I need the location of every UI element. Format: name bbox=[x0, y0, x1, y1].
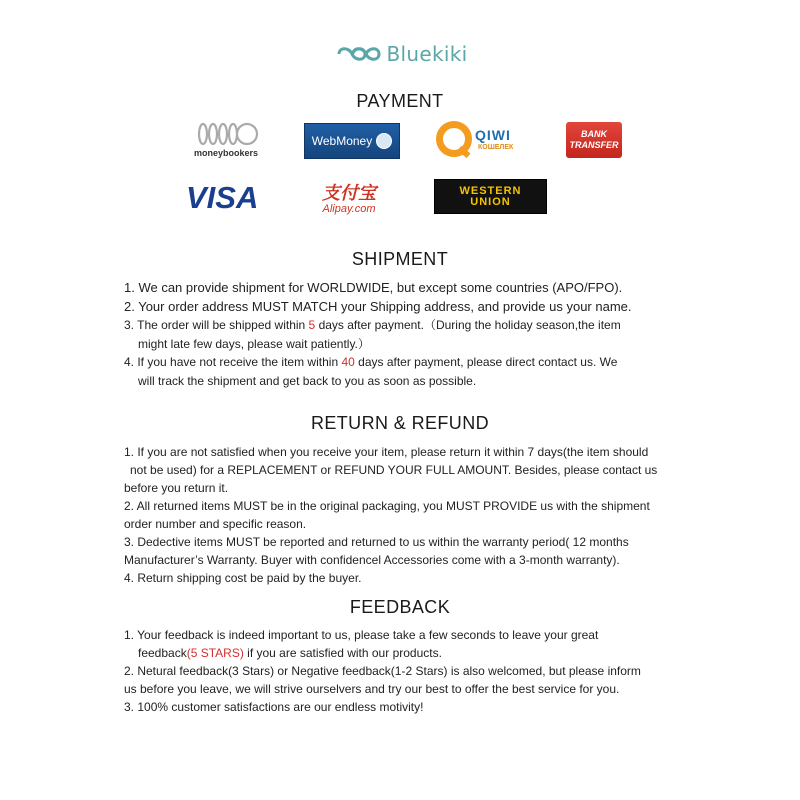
feedback-line-4: us before you leave, we will strive ourselvers and try our best to offer the best service for you. bbox=[124, 682, 620, 696]
contact-days-value: 40 bbox=[341, 355, 355, 369]
western-label: WESTERN bbox=[459, 184, 522, 197]
shipment-item-4: 4. If you have not receive the item within 40 days after payment, please direct contact us. We bbox=[124, 355, 618, 369]
feedback-line-3: 2. Netural feedback(3 Stars) or Negative feedback(1-2 Stars) is also welcomed, but please inform bbox=[124, 664, 641, 678]
shipment-item-3-cont: might late few days, please wait patiently.） bbox=[138, 336, 370, 351]
refund-line-5: order number and specific reason. bbox=[124, 517, 307, 531]
qiwi-logo bbox=[436, 121, 528, 163]
feedback-list bbox=[124, 626, 684, 716]
union-label: UNION bbox=[470, 195, 511, 208]
moneybookers-icon bbox=[193, 122, 259, 146]
brand-name: Bluekiki bbox=[386, 42, 468, 66]
globe-icon bbox=[376, 133, 392, 149]
bank-transfer-logo bbox=[566, 122, 622, 158]
shipment-days-value: 5 bbox=[308, 318, 316, 332]
webmoney-logo bbox=[304, 123, 400, 159]
shipment-item-1: 1. We can provide shipment for WORLDWIDE, but except some countries (APO/FPO). bbox=[124, 280, 623, 295]
qiwi-sub-label: КОШЕЛЕК bbox=[478, 144, 514, 151]
five-stars-highlight: (5 STARS) bbox=[186, 646, 244, 660]
shipment-title: SHIPMENT bbox=[351, 249, 449, 269]
refund-title: RETURN & REFUND bbox=[310, 413, 489, 433]
refund-line-2: not be used) for a REPLACEMENT or REFUND YOUR FULL AMOUNT. Besides, please contact us bbox=[130, 463, 658, 477]
webmoney-label: WebMoney bbox=[311, 134, 373, 148]
infinity-logo-icon bbox=[333, 43, 383, 65]
refund-line-8: 4. Return shipping cost be paid by the buyer. bbox=[124, 571, 362, 585]
feedback-line-5: 3. 100% customer satisfactions are our endless motivity! bbox=[124, 700, 424, 714]
refund-line-6: 3. Dedective items MUST be reported and returned to us within the warranty period( 12 months bbox=[124, 535, 629, 549]
visa-logo: VISA bbox=[186, 180, 259, 215]
feedback-line-2: feedback(5 STARS) if you are satisfied with our products. bbox=[138, 646, 442, 660]
refund-list bbox=[124, 443, 684, 587]
shipment-list bbox=[124, 279, 684, 390]
brand-logo bbox=[0, 42, 800, 70]
transfer-label: TRANSFER bbox=[569, 140, 619, 150]
alipay-en-label: Alipay.com bbox=[322, 203, 376, 215]
feedback-line-1: 1. Your feedback is indeed important to us, please take a few seconds to leave your great bbox=[124, 628, 599, 642]
refund-line-7: Manufacturer’s Warranty. Buyer with confidencel Accessories come with a 3-month warranty). bbox=[124, 553, 620, 567]
refund-line-4: 2. All returned items MUST be in the original packaging, you MUST PROVIDE us with the shipment bbox=[124, 499, 650, 513]
shipment-item-4-cont: will track the shipment and get back to you as soon as possible. bbox=[138, 373, 477, 388]
western-union-logo bbox=[434, 179, 547, 214]
shipment-item-2: 2. Your order address MUST MATCH your Shipping address, and provide us your name. bbox=[124, 298, 632, 314]
qiwi-label: QIWI bbox=[475, 127, 511, 143]
moneybookers-label: moneybookers bbox=[193, 148, 259, 158]
refund-line-1: 1. If you are not satisfied when you receive your item, please return it within 7 days(the item should bbox=[124, 445, 649, 459]
bank-label: BANK bbox=[581, 129, 607, 139]
refund-line-3: before you return it. bbox=[124, 481, 229, 495]
alipay-cn-label: 支付宝 bbox=[322, 183, 376, 204]
moneybookers-logo bbox=[188, 122, 264, 162]
shipment-item-3: 3. The order will be shipped within 5 days after payment.（During the holiday season,the item bbox=[124, 318, 621, 332]
feedback-title: FEEDBACK bbox=[349, 597, 451, 617]
alipay-logo bbox=[314, 179, 384, 215]
payment-title: PAYMENT bbox=[356, 91, 444, 111]
